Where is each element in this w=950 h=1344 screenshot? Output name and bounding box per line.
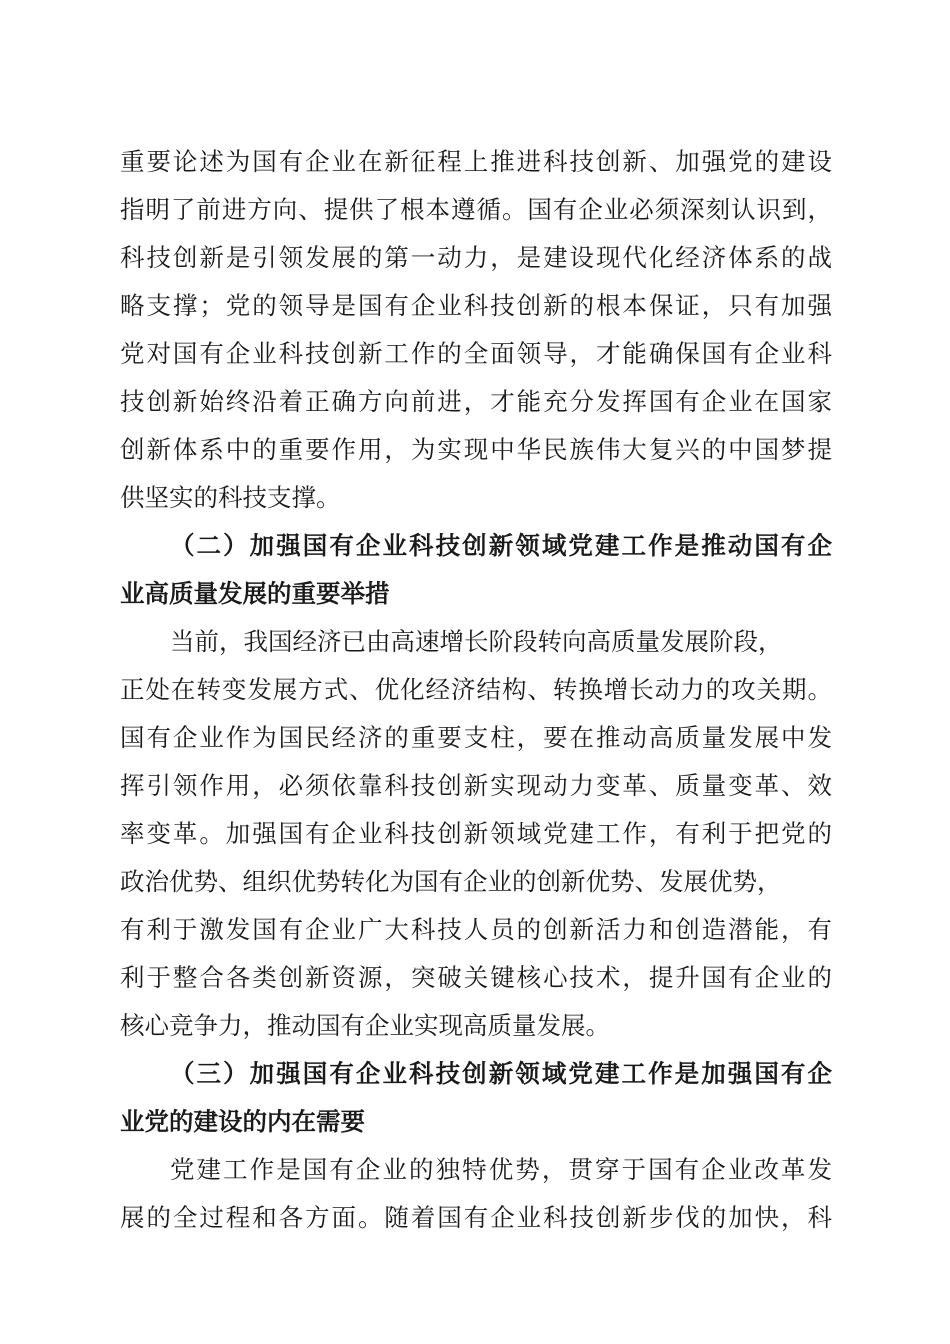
paragraph-2-line: 政治优势、组织优势转化为国有企业的创新优势、发展优势， [120,867,782,896]
paragraph-1-line: 创新体系中的重要作用，为实现中华民族伟大复兴的中国梦提 [120,435,832,464]
paragraph-1-line: 技创新始终沿着正确方向前进，才能充分发挥国有企业在国家 [120,387,832,416]
paragraph-2-line: 利于整合各类创新资源，突破关键核心技术，提升国有企业的 [120,963,832,992]
section-heading-2: 业高质量发展的重要举措 [120,579,390,608]
paragraph-1-line: 重要论述为国有企业在新征程上推进科技创新、加强党的建设 [120,147,832,176]
section-heading-3: （三）加强国有企业科技创新领域党建工作是加强国有企 [170,1059,832,1088]
paragraph-1-line: 党对国有企业科技创新工作的全面领导，才能确保国有企业科 [120,339,832,368]
paragraph-2-line: 正处在转变发展方式、优化经济结构、转换增长动力的攻关期。 [120,675,832,704]
paragraph-1-line: 科技创新是引领发展的第一动力，是建设现代化经济体系的战 [120,243,832,272]
paragraph-3-line: 党建工作是国有企业的独特优势，贯穿于国有企业改革发 [170,1155,832,1184]
paragraph-1-line: 供坚实的科技支撑。 [120,483,341,512]
paragraph-2-line: 核心竞争力，推动国有企业实现高质量发展。 [120,1011,610,1040]
paragraph-1-line: 指明了前进方向、提供了根本遵循。国有企业必须深刻认识到， [120,195,832,224]
paragraph-2-line: 当前，我国经济已由高速增长阶段转向高质量发展阶段， [170,627,783,656]
paragraph-2-line: 有利于激发国有企业广大科技人员的创新活力和创造潜能，有 [120,915,832,944]
paragraph-3-line: 展的全过程和各方面。随着国有企业科技创新步伐的加快，科 [120,1203,832,1232]
paragraph-1-line: 略支撑；党的领导是国有企业科技创新的根本保证，只有加强 [120,291,832,320]
section-heading-3: 业党的建设的内在需要 [120,1107,365,1136]
paragraph-2-line: 率变革。加强国有企业科技创新领域党建工作，有利于把党的 [120,819,832,848]
paragraph-2-line: 国有企业作为国民经济的重要支柱，要在推动高质量发展中发 [120,723,832,752]
section-heading-2: （二）加强国有企业科技创新领域党建工作是推动国有企 [170,531,832,560]
paragraph-2-line: 挥引领作用，必须依靠科技创新实现动力变革、质量变革、效 [120,771,832,800]
